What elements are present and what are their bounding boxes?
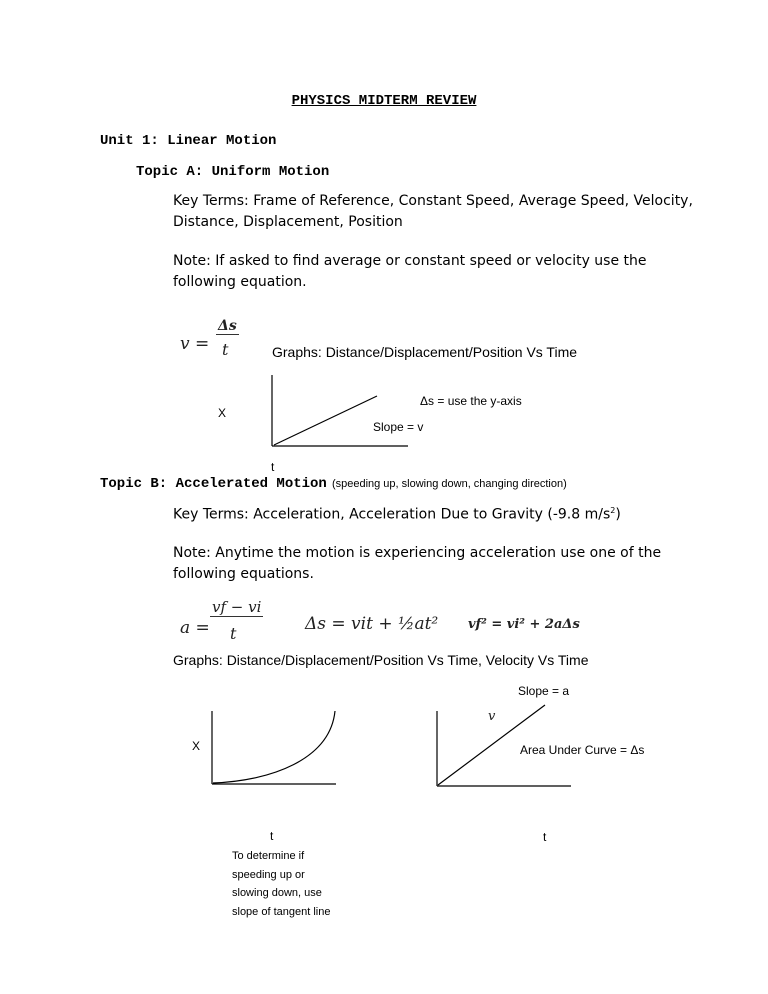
graph-b2-slope-note: Slope = a: [518, 684, 570, 698]
topic-a-note-cont: following equation.: [173, 274, 307, 290]
velocity-equation-lhs: v =: [180, 334, 210, 354]
topic-b-note-cont: following equations.: [173, 566, 314, 582]
tangent-note-line: speeding up or: [232, 868, 305, 881]
topic-a-note: Note: If asked to find average or constant speed or velocity use the: [173, 253, 647, 269]
graph-b1-x-label: t: [270, 829, 274, 843]
superscript: 2: [610, 506, 616, 515]
topic-b-note: Note: Anytime the motion is experiencing acceleration use one of the: [173, 545, 662, 561]
topic-a-key-terms-cont: Distance, Displacement, Position: [173, 214, 403, 230]
tangent-note-line: slope of tangent line: [232, 905, 331, 918]
unit-heading: Unit 1: Linear Motion: [100, 133, 277, 149]
topic-b-key-terms: [173, 506, 621, 523]
position-time-graph: [272, 375, 408, 446]
topic-a-key-terms: Key Terms: Frame of Reference, Constant Speed, Average Speed, Velocity,: [173, 193, 693, 209]
acceleration-equation-lhs: a =: [180, 618, 210, 638]
velocity-equation-numerator: Δs: [218, 318, 237, 334]
graph-b1-y-label: X: [192, 739, 201, 753]
tangent-note-line: To determine if: [232, 850, 305, 862]
graph-a-x-label: t: [271, 460, 275, 474]
topic-a-graphs-heading: Graphs: Distance/Displacement/Position Vs Time: [272, 344, 578, 360]
topic-a-heading: Topic A: Uniform Motion: [136, 164, 330, 180]
displacement-equation: Δs = vit + ½at²: [305, 614, 439, 634]
key-terms-end: ): [615, 506, 621, 523]
topic-b-heading-line: [100, 472, 567, 492]
tangent-note-line: slowing down, use: [232, 887, 322, 899]
graph-a-y-label: X: [218, 406, 227, 420]
accelerated-position-graph: [212, 711, 336, 784]
graph-b2-x-label: t: [543, 830, 547, 844]
topic-b-heading: Topic B: Accelerated Motion: [100, 476, 327, 492]
graph-a-slope-note: Slope = v: [373, 420, 424, 434]
tangent-note: [232, 847, 330, 921]
velocity-equation-denominator: t: [222, 340, 229, 359]
key-terms-text: Key Terms: Acceleration, Acceleration Due to Gravity (-9.8 m/s: [173, 506, 611, 523]
parabolic-curve: [213, 711, 335, 783]
graph-a-delta-s-note: Δs = use the y-axis: [420, 394, 522, 408]
topic-b-subtitle: (speeding up, slowing down, changing direction): [331, 478, 567, 490]
graph-b2-area-note: Area Under Curve = Δs: [520, 743, 645, 757]
velocity-squared-equation: vf² = vi² + 2aΔs: [468, 617, 580, 632]
page-title: PHYSICS MIDTERM REVIEW: [291, 93, 477, 109]
topic-b-graphs-heading: Graphs: Distance/Displacement/Position Vs Time, Velocity Vs Time: [173, 652, 589, 668]
graph-b2-y-label: v: [488, 709, 496, 724]
acceleration-equation-numerator: vf − vi: [212, 598, 262, 616]
constant-velocity-line: [274, 396, 377, 445]
acceleration-equation-denominator: t: [230, 624, 237, 643]
